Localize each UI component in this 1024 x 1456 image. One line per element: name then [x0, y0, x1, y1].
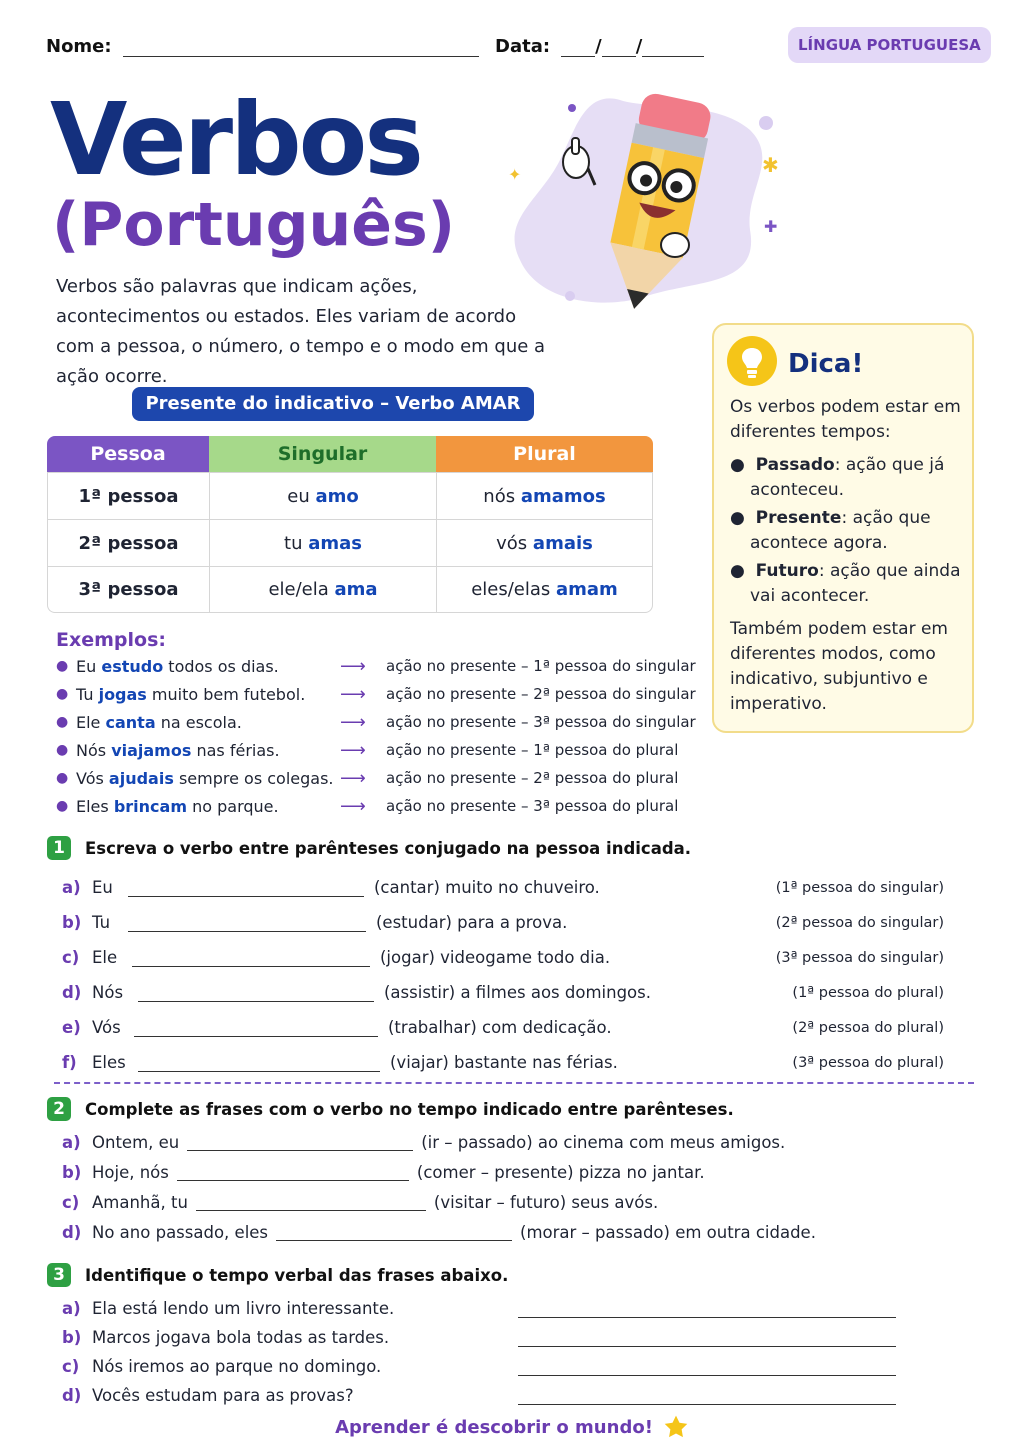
item-text: No ano passado, eles	[92, 1222, 269, 1242]
tip-box	[712, 323, 974, 733]
example-verb: ajudais	[108, 768, 174, 788]
table-row	[47, 519, 653, 566]
example-verb: estudo	[101, 656, 164, 676]
answer-line[interactable]	[518, 1358, 896, 1376]
list-item	[62, 1010, 944, 1045]
arrow-right-icon: ⟶	[340, 795, 366, 817]
list-item	[62, 1217, 942, 1247]
list-item	[56, 652, 706, 680]
item-letter: a)	[62, 1132, 81, 1152]
item-text: (viajar) bastante nas férias.	[390, 1053, 618, 1072]
item-letter: e)	[62, 1018, 81, 1037]
singular-cell	[209, 566, 436, 613]
item-letter: b)	[62, 1328, 82, 1347]
arrow-right-icon: ⟶	[340, 739, 366, 761]
example-rest: muito bem futebol.	[151, 684, 306, 704]
item-text: Amanhã, tu	[92, 1192, 188, 1212]
lightbulb-icon	[726, 335, 778, 387]
verb-form: amais	[532, 532, 593, 554]
verb-form: amamos	[520, 485, 606, 507]
answer-line[interactable]	[518, 1387, 896, 1405]
arrow-right-icon: ⟶	[340, 711, 366, 733]
date-day-line[interactable]	[561, 37, 595, 57]
example-rest: todos os dias.	[168, 656, 279, 676]
example-note: ação no presente – 2ª pessoa do singular	[386, 685, 696, 703]
example-note: ação no presente – 3ª pessoa do plural	[386, 797, 679, 815]
tense-list	[730, 453, 966, 609]
item-letter: d)	[62, 983, 82, 1002]
table-caption: Presente do indicativo – Verbo AMAR	[132, 387, 534, 421]
list-item	[62, 1187, 942, 1217]
table-row	[47, 472, 653, 519]
exercise-number: 3	[47, 1263, 71, 1287]
name-field-row	[46, 36, 479, 57]
item-letter: c)	[62, 948, 80, 967]
example-subject: Ele	[76, 712, 101, 732]
table-header-pessoa: Pessoa	[47, 436, 209, 472]
example-subject: Eles	[76, 796, 109, 816]
item-text: Ela está lendo um livro interessante.	[92, 1299, 395, 1318]
item-letter: f)	[62, 1053, 77, 1072]
item-letter: d)	[62, 1386, 82, 1405]
example-subject: Tu	[76, 684, 94, 704]
pronoun: nós	[483, 485, 516, 507]
pencil-mascot-illustration	[500, 70, 800, 325]
singular-cell	[209, 472, 436, 519]
example-note: ação no presente – 2ª pessoa do plural	[386, 769, 679, 787]
conjugation-table	[47, 436, 653, 613]
pronoun: eles/elas	[471, 579, 551, 600]
person-cell: 3ª pessoa	[47, 566, 209, 613]
exercise-1-list	[62, 870, 944, 1080]
date-label: Data:	[495, 36, 551, 57]
svg-text:✦: ✦	[508, 165, 522, 184]
svg-text:✚: ✚	[764, 217, 778, 236]
item-hint: (2ª pessoa do singular)	[775, 914, 944, 931]
date-separator: /	[595, 36, 602, 57]
pronoun: tu	[284, 532, 303, 554]
name-label: Nome:	[46, 36, 112, 57]
exercise-number: 2	[47, 1097, 71, 1121]
item-hint: (3ª pessoa do plural)	[792, 1054, 944, 1071]
example-subject: Eu	[76, 656, 97, 676]
examples-list	[56, 652, 706, 820]
date-field-row	[495, 36, 704, 57]
verb-form: ama	[334, 579, 378, 600]
pronoun: vós	[496, 532, 528, 554]
item-letter: b)	[62, 913, 82, 932]
item-hint: (1ª pessoa do plural)	[792, 984, 944, 1001]
answer-line[interactable]	[128, 879, 364, 897]
item-text: (comer – presente) pizza no jantar.	[416, 1162, 705, 1182]
item-subject: Ele	[92, 948, 118, 967]
example-verb: brincam	[113, 796, 187, 816]
answer-line[interactable]	[276, 1223, 512, 1241]
list-item	[62, 870, 944, 905]
arrow-right-icon: ⟶	[340, 655, 366, 677]
tense-term: Futuro	[755, 561, 819, 581]
answer-line[interactable]	[518, 1329, 896, 1347]
list-item	[62, 940, 944, 975]
item-text: (visitar – futuro) seus avós.	[433, 1192, 659, 1212]
item-text: (trabalhar) com dedicação.	[388, 1018, 612, 1037]
list-item	[62, 1157, 942, 1187]
item-text: (assistir) a filmes aos domingos.	[384, 983, 651, 1002]
example-subject: Vós	[76, 768, 104, 788]
example-rest: no parque.	[192, 796, 279, 816]
star-icon	[663, 1414, 689, 1440]
svg-text:✱: ✱	[762, 153, 779, 177]
plural-cell	[436, 519, 653, 566]
item-letter: a)	[62, 1299, 81, 1318]
list-item	[62, 1323, 902, 1352]
list-item	[56, 708, 706, 736]
tip-outro: Também podem estar em diferentes modos, como indicativo, subjuntivo e imperativo.	[730, 619, 948, 714]
item-hint: (2ª pessoa do plural)	[792, 1019, 944, 1036]
verb-form: amam	[556, 579, 618, 600]
example-note: ação no presente – 1ª pessoa do plural	[386, 741, 679, 759]
example-verb: canta	[105, 712, 156, 732]
table-header-singular: Singular	[209, 436, 436, 472]
singular-cell	[209, 519, 436, 566]
example-rest: nas férias.	[196, 740, 280, 760]
item-letter: a)	[62, 878, 81, 897]
person-cell: 2ª pessoa	[47, 519, 209, 566]
tip-title: Dica!	[788, 349, 864, 379]
item-hint: (3ª pessoa do singular)	[775, 949, 944, 966]
item-subject: Eles	[92, 1053, 126, 1072]
tense-desc: : ação que ainda vai acontecer.	[750, 561, 961, 606]
tense-term: Passado	[755, 455, 835, 475]
exercise-3-header	[47, 1263, 508, 1287]
list-item	[62, 1045, 944, 1080]
item-text: (cantar) muito no chuveiro.	[374, 878, 600, 897]
item-text: (morar – passado) em outra cidade.	[520, 1222, 816, 1242]
arrow-right-icon: ⟶	[340, 767, 366, 789]
item-text: (estudar) para a prova.	[376, 913, 568, 932]
item-letter: c)	[62, 1357, 80, 1376]
exercise-3-title: Identifique o tempo verbal das frases abaixo.	[85, 1265, 509, 1285]
tense-desc: : ação que acontece agora.	[750, 508, 931, 553]
tense-desc: : ação que já aconteceu.	[750, 455, 945, 500]
intro-text: Verbos são palavras que indicam ações, acontecimentos ou estados. Eles variam de acordo com a pessoa, o número, o tempo e o modo em que a ação ocorre.	[56, 276, 546, 387]
item-subject: Nós	[92, 983, 124, 1002]
footer-text: Aprender é descobrir o mundo!	[335, 1416, 653, 1438]
bullet-icon: ●	[56, 742, 69, 758]
exercise-number: 1	[47, 836, 71, 860]
exercise-2-title: Complete as frases com o verbo no tempo indicado entre parênteses.	[85, 1099, 734, 1119]
item-text: Marcos jogava bola todas as tardes.	[92, 1328, 390, 1347]
section-divider	[54, 1082, 974, 1084]
list-item: ● Presente: ação que acontece agora.	[730, 508, 931, 553]
item-text: Nós iremos ao parque no domingo.	[92, 1357, 382, 1376]
list-item	[62, 1352, 902, 1381]
list-item	[56, 764, 706, 792]
plural-cell	[436, 566, 653, 613]
exercise-2-list	[62, 1127, 942, 1247]
bullet-icon: ●	[56, 686, 69, 702]
list-item	[56, 680, 706, 708]
verb-form: amo	[315, 485, 359, 507]
bullet-icon: ●	[56, 658, 69, 674]
pronoun: ele/ela	[268, 579, 329, 600]
item-letter: c)	[62, 1192, 80, 1212]
example-verb: viajamos	[111, 740, 192, 760]
item-letter: d)	[62, 1222, 82, 1242]
item-text: Hoje, nós	[92, 1162, 169, 1182]
item-subject: Eu	[92, 878, 113, 897]
tense-term: Presente	[755, 508, 842, 528]
item-text: (ir – passado) ao cinema com meus amigos.	[421, 1132, 786, 1152]
date-year-line[interactable]	[642, 37, 704, 57]
bullet-icon: ●	[56, 770, 69, 786]
example-verb: jogas	[98, 684, 147, 704]
answer-line[interactable]	[138, 984, 374, 1002]
exercise-1-header	[47, 836, 691, 860]
bullet-icon: ●	[56, 798, 69, 814]
answer-line[interactable]	[518, 1300, 896, 1318]
answer-line[interactable]	[134, 1019, 378, 1037]
exercise-3-list	[62, 1294, 902, 1410]
list-item	[56, 792, 706, 820]
table-header-plural: Plural	[436, 436, 653, 472]
pronoun: eu	[287, 485, 310, 507]
exercise-1-title: Escreva o verbo entre parênteses conjugado na pessoa indicada.	[85, 838, 692, 858]
footer	[0, 1414, 1024, 1440]
exercise-2-header	[47, 1097, 734, 1121]
item-text: Ontem, eu	[92, 1132, 180, 1152]
answer-line[interactable]	[132, 949, 370, 967]
table-row	[47, 566, 653, 613]
item-subject: Vós	[92, 1018, 121, 1037]
example-note: ação no presente – 3ª pessoa do singular	[386, 713, 696, 731]
answer-line[interactable]	[187, 1133, 413, 1151]
item-letter: b)	[62, 1162, 82, 1182]
tip-intro: Os verbos podem estar em diferentes tempos:	[730, 397, 961, 442]
person-cell: 1ª pessoa	[47, 472, 209, 519]
page-subtitle: (Português)	[52, 190, 456, 260]
arrow-right-icon: ⟶	[340, 683, 366, 705]
bullet-icon: ●	[56, 714, 69, 730]
answer-line[interactable]	[138, 1054, 380, 1072]
subject-badge: LÍNGUA PORTUGUESA	[788, 27, 991, 63]
item-text: Vocês estudam para as provas?	[92, 1386, 354, 1405]
item-text: (jogar) videogame todo dia.	[380, 948, 611, 967]
item-hint: (1ª pessoa do singular)	[775, 879, 944, 896]
example-rest: sempre os colegas.	[178, 768, 334, 788]
example-note: ação no presente – 1ª pessoa do singular	[386, 657, 696, 675]
list-item	[62, 1127, 942, 1157]
name-input-line[interactable]	[123, 37, 479, 57]
item-subject: Tu	[92, 913, 111, 932]
answer-line[interactable]	[128, 914, 366, 932]
list-item	[62, 1381, 902, 1410]
examples-title: Exemplos:	[56, 629, 166, 651]
date-separator: /	[635, 36, 643, 57]
verb-form: amas	[308, 532, 362, 554]
date-month-line[interactable]	[602, 37, 636, 57]
list-item	[62, 905, 944, 940]
list-item	[62, 1294, 902, 1323]
list-item: ● Passado: ação que já aconteceu.	[730, 455, 945, 500]
page-title: Verbos	[50, 81, 421, 198]
answer-line[interactable]	[196, 1193, 426, 1211]
example-rest: na escola.	[160, 712, 242, 732]
example-subject: Nós	[76, 740, 107, 760]
answer-line[interactable]	[177, 1163, 409, 1181]
list-item	[62, 975, 944, 1010]
list-item	[56, 736, 706, 764]
plural-cell	[436, 472, 653, 519]
list-item: ● Futuro: ação que ainda vai acontecer.	[730, 561, 961, 606]
